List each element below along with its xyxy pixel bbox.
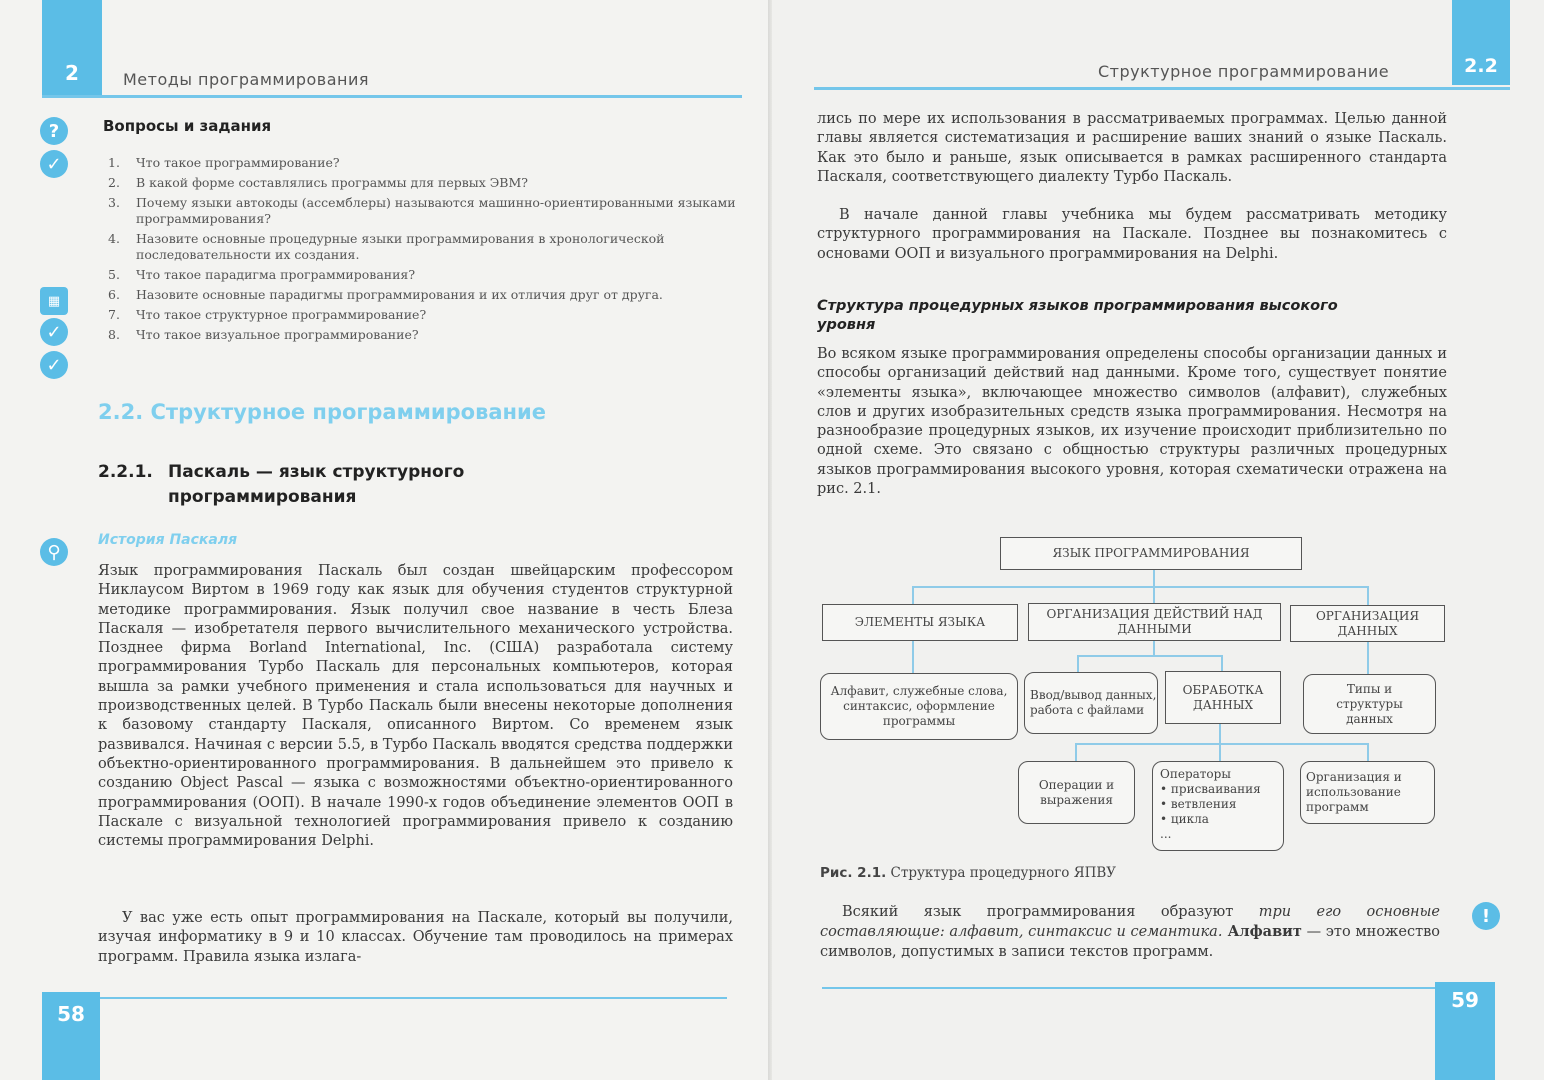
paragraph: Язык программирования Паскаль был создан швейцарским профессором Никлаусом Виртом в 1969 году как язык для обучения студентов структурной методике программирования. Язык получил свое название в честь Блеза Паскаля — изобретателя первого вычислительного механического устройства. Позднее фирма Borland International, Inc. (США) разработала систему программирования Турбо Паскаль для персональных компьютеров, которая вышла за рамки учебного применения и стала использоваться для научных и производственных целей. В Турбо Паскаль были внесены некоторые дополнения к базовому стандарту Паскаля, описанного Виртом. Со временем язык развивался. Начиная с версии 5.5, в Турбо Паскаль вводятся средства поддержки объектно-ориентированного программирования. В дальнейшем это привело к созданию Object Pascal — языка с возможностями объектно-ориентированного программирования (ООП). В начале 1990-х годов объединение элементов ООП в Паскале с визуальной технологией программирования привело к созданию системы программирования Delphi.: [98, 563, 733, 850]
connector: [1077, 655, 1079, 673]
connector: [912, 586, 1368, 588]
paragraph: Всякий язык программирования образуют три его основные составляющие: алфавит, синтаксис и семантика. Алфавит — это множество символов, допустимых в записи текстов программ.: [820, 904, 1441, 960]
check-icon: ✓: [40, 351, 68, 379]
questions-heading: Вопросы и задания: [103, 117, 272, 135]
section-number: 2.2: [1464, 55, 1498, 77]
diagram-data-org-box: ОРГАНИЗАЦИЯ ДАННЫХ: [1290, 605, 1445, 642]
question-icon: ?: [40, 117, 68, 145]
diagram-actions-box: ОРГАНИЗАЦИЯ ДЕЙСТВИЙ НАД ДАННЫМИ: [1028, 603, 1281, 641]
subheading: Структура процедурных языков программирования высокого уровня: [817, 298, 1338, 333]
running-head-left: Методы программирования: [123, 70, 370, 89]
computer-icon: ▦: [40, 287, 68, 315]
diagram-operators-box: [1152, 761, 1284, 851]
subsection-title: Паскаль — язык структурного программирования: [168, 462, 465, 507]
connector: [1153, 569, 1155, 587]
connector: [1367, 743, 1369, 761]
connector: [1075, 743, 1369, 745]
magnifier-icon: ⚲: [40, 538, 68, 566]
list-item: 7. Что такое структурное программирование?: [108, 307, 427, 322]
diagram-org-programs-box: Организация и использование программ: [1300, 761, 1435, 824]
connector: [1219, 723, 1221, 745]
connector: [1367, 640, 1369, 674]
footer-rule-right: [822, 987, 1462, 989]
figure-caption: [820, 865, 1116, 881]
list-item: • присваивания: [1160, 782, 1261, 796]
connector: [1153, 586, 1155, 604]
paragraph: лись по мере их использования в рассматриваемых программах. Целью данной главы является систематизация и расширение ваших знаний о языке Паскаль. Как это было и раньше, язык описывается в рамках расширенного стандарта Паскаля, соответствующего диалекту Турбо Паскаль.: [817, 111, 1447, 185]
list-item: 5. Что такое парадигма программирования?: [108, 267, 416, 282]
exclamation-icon: !: [1472, 902, 1500, 930]
subsection-number: 2.2.1.: [98, 462, 153, 482]
header-rule-left: [42, 95, 742, 98]
page-number: 58: [57, 1002, 85, 1026]
section-title: 2.2. Структурное программирование: [98, 400, 547, 424]
page-number: 59: [1451, 988, 1479, 1012]
list-item: ...: [1160, 827, 1172, 841]
diagram-root-box: ЯЗЫК ПРОГРАММИРОВАНИЯ: [1000, 537, 1302, 570]
diagram-alphabet-box: Алфавит, служебные слова, синтаксис, оформление программы: [820, 673, 1018, 740]
connector: [1221, 655, 1223, 671]
list-item: 3. Почему языки автокоды (ассемблеры) называются машинно-ориентированными языками программирования?: [108, 195, 736, 226]
page-number-tab-right: [1435, 982, 1495, 1080]
footer-rule-left: [42, 997, 727, 999]
header-rule-right: [814, 87, 1510, 90]
list-item: • ветвления: [1160, 797, 1237, 811]
subsection-heading: [98, 460, 465, 507]
list-item: 8. Что такое визуальное программирование?: [108, 327, 419, 342]
list-item: • цикла: [1160, 812, 1209, 826]
diagram-operations-box: Операции и выражения: [1018, 761, 1135, 824]
paragraph: В начале данной главы учебника мы будем рассматривать методику структурного программирования на Паскале. Позднее вы познакомитесь с основами ООП и визуального программирования на Delphi.: [817, 207, 1447, 262]
diagram-types-box: Типы и структуры данных: [1303, 674, 1436, 734]
check-icon: ✓: [40, 150, 68, 178]
connector: [1219, 743, 1221, 761]
section-tab: [1452, 0, 1510, 85]
chapter-number: 2: [65, 61, 79, 85]
diagram-io-box: Ввод/вывод данных, работа с файлами: [1024, 672, 1158, 734]
chapter-tab: [42, 0, 102, 95]
history-heading: История Паскаля: [98, 532, 238, 548]
connector: [912, 640, 914, 674]
caption-label: Рис. 2.1.: [820, 865, 887, 881]
list-item: 4. Назовите основные процедурные языки программирования в хронологической последовательности их создания.: [108, 231, 665, 262]
connector: [1077, 655, 1223, 657]
connector: [1075, 743, 1077, 761]
check-icon: ✓: [40, 318, 68, 346]
connector: [1153, 640, 1155, 656]
caption-text: Структура процедурного ЯПВУ: [890, 865, 1117, 881]
list-item: 2. В какой форме составлялись программы для первых ЭВМ?: [108, 175, 528, 190]
running-head-right: Структурное программирование: [1098, 62, 1390, 81]
diagram-processing-box: ОБРАБОТКА ДАННЫХ: [1165, 671, 1281, 724]
paragraph: Во всяком языке программирования определены способы организации данных и способы организаций действий над данными. Кроме того, существует понятие «элементы языка», включающее множество символов (алфавит), служебных слов и других изобразительных средств языка программирования. Несмотря на разнообразие процедурных языков, их изучение происходит приблизительно по одной схеме. Это связано с общностью структуры различных процедурных языков программирования высокого уровня, которая схематически отражена на рис. 2.1.: [817, 346, 1447, 498]
page-number-tab-left: [42, 992, 100, 1080]
list-item: 1. Что такое программирование?: [108, 155, 340, 170]
connector: [912, 586, 914, 604]
operators-title: Операторы: [1160, 767, 1231, 781]
questions-list: [108, 155, 743, 347]
diagram-elements-box: ЭЛЕМЕНТЫ ЯЗЫКА: [822, 604, 1018, 641]
list-item: 6. Назовите основные парадигмы программирования и их отличия друг от друга.: [108, 287, 663, 302]
connector: [1367, 586, 1369, 606]
paragraph: У вас уже есть опыт программирования на Паскале, который вы получили, изучая информатику в 9 и 10 классах. Обучение там проводилось на примерах программ. Правила языка излага-: [98, 910, 733, 965]
